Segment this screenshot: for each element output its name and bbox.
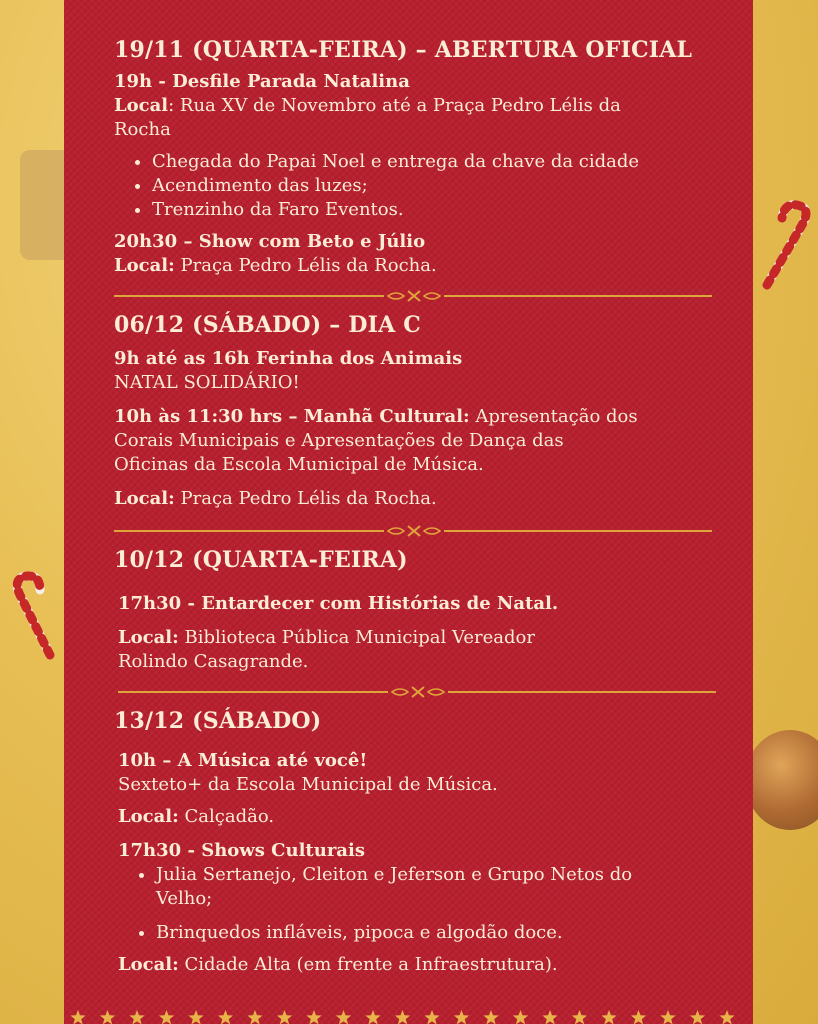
location-label: Local: bbox=[114, 488, 175, 509]
ornamental-divider bbox=[114, 524, 712, 538]
location-label: Local: bbox=[118, 627, 179, 648]
star-icon bbox=[336, 1010, 351, 1024]
star-icon bbox=[188, 1010, 203, 1024]
list-item-text: Julia Sertanejo, Cleiton e Jeferson e Grupo Netos do bbox=[156, 864, 633, 885]
star-icon bbox=[483, 1010, 498, 1024]
star-icon bbox=[70, 1010, 85, 1024]
section-06-12 bbox=[114, 311, 724, 511]
list-item: • Brinquedos infláveis, pipoca e algodão doce. bbox=[156, 921, 724, 945]
event-title: 19h - Desfile Parada Natalina bbox=[114, 71, 410, 92]
event-location bbox=[118, 805, 724, 829]
event-title: 17h30 - Entardecer com Histórias de Natal. bbox=[118, 593, 559, 614]
ornament-icon bbox=[745, 730, 818, 830]
section-19-11 bbox=[114, 36, 724, 278]
event-description bbox=[114, 405, 724, 429]
list-item: • Trenzinho da Faro Eventos. bbox=[152, 198, 724, 222]
section-13-12 bbox=[114, 707, 724, 977]
star-icon bbox=[218, 1010, 233, 1024]
star-icon bbox=[572, 1010, 587, 1024]
event-title: 10h às 11:30 hrs – Manhã Cultural: bbox=[114, 406, 470, 427]
list-item: • Acendimento das luzes; bbox=[152, 174, 724, 198]
event-title: 20h30 – Show com Beto e Júlio bbox=[114, 231, 426, 252]
location-text: Biblioteca Pública Municipal Vereador bbox=[178, 627, 535, 648]
star-icon bbox=[513, 1010, 528, 1024]
star-icon bbox=[129, 1010, 144, 1024]
event-location bbox=[118, 953, 724, 977]
list-item-text: Velho; bbox=[156, 888, 213, 909]
star-icon bbox=[306, 1010, 321, 1024]
star-border bbox=[64, 1008, 753, 1024]
star-icon bbox=[277, 1010, 292, 1024]
star-icon bbox=[631, 1010, 646, 1024]
location-label: Local: bbox=[118, 954, 179, 975]
star-icon bbox=[100, 1010, 115, 1024]
event-bullet-list bbox=[114, 150, 724, 222]
event-location bbox=[114, 94, 724, 118]
star-icon bbox=[365, 1010, 380, 1024]
event-title: 9h até as 16h Ferinha dos Animais bbox=[114, 348, 463, 369]
candy-cane-icon bbox=[0, 570, 70, 660]
location-text: Praça Pedro Lélis da Rocha. bbox=[174, 488, 437, 509]
ornamental-divider bbox=[118, 685, 716, 699]
schedule-panel bbox=[64, 0, 753, 1024]
event-bullet-list bbox=[118, 863, 724, 945]
location-text-cont: Rocha bbox=[114, 119, 171, 140]
ornamental-divider bbox=[114, 289, 712, 303]
section-heading: 13/12 (SÁBADO) bbox=[114, 708, 322, 734]
star-icon bbox=[601, 1010, 616, 1024]
event-location bbox=[114, 626, 724, 650]
location-text: : Rua XV de Novembro até a Praça Pedro Lélis da bbox=[168, 95, 621, 116]
section-heading: 06/12 (SÁBADO) – DIA C bbox=[114, 312, 421, 338]
event-text: Apresentação dos bbox=[469, 406, 638, 427]
star-icon bbox=[159, 1010, 174, 1024]
location-label: Local bbox=[114, 95, 169, 116]
star-icon bbox=[424, 1010, 439, 1024]
star-icon bbox=[454, 1010, 469, 1024]
event-title: 10h – A Música até você! bbox=[118, 750, 368, 771]
event-subtitle: Sexteto+ da Escola Municipal de Música. bbox=[118, 774, 498, 795]
star-icon bbox=[395, 1010, 410, 1024]
section-heading: 10/12 (QUARTA-FEIRA) bbox=[114, 547, 408, 573]
location-text: Cidade Alta (em frente a Infraestrutura). bbox=[178, 954, 558, 975]
event-subtitle: NATAL SOLIDÁRIO! bbox=[114, 372, 300, 393]
location-text: Praça Pedro Lélis da Rocha. bbox=[174, 255, 437, 276]
location-label: Local: bbox=[114, 255, 175, 276]
event-location bbox=[114, 487, 724, 511]
section-heading: 19/11 (QUARTA-FEIRA) – ABERTURA OFICIAL bbox=[114, 37, 693, 63]
list-item: • Chegada do Papai Noel e entrega da chave da cidade bbox=[152, 150, 724, 174]
event-location bbox=[114, 254, 724, 278]
star-icon bbox=[719, 1010, 734, 1024]
list-item bbox=[156, 863, 724, 911]
star-icon bbox=[660, 1010, 675, 1024]
event-text: Oficinas da Escola Municipal de Música. bbox=[114, 454, 484, 475]
location-text: Calçadão. bbox=[178, 806, 275, 827]
event-text: Corais Municipais e Apresentações de Dança das bbox=[114, 430, 564, 451]
star-icon bbox=[690, 1010, 705, 1024]
location-label: Local: bbox=[118, 806, 179, 827]
star-icon bbox=[542, 1010, 557, 1024]
candy-cane-icon bbox=[752, 200, 818, 290]
event-title: 17h30 - Shows Culturais bbox=[118, 840, 365, 861]
star-icon bbox=[247, 1010, 262, 1024]
location-text-cont: Rolindo Casagrande. bbox=[118, 651, 309, 672]
section-10-12 bbox=[114, 546, 724, 674]
